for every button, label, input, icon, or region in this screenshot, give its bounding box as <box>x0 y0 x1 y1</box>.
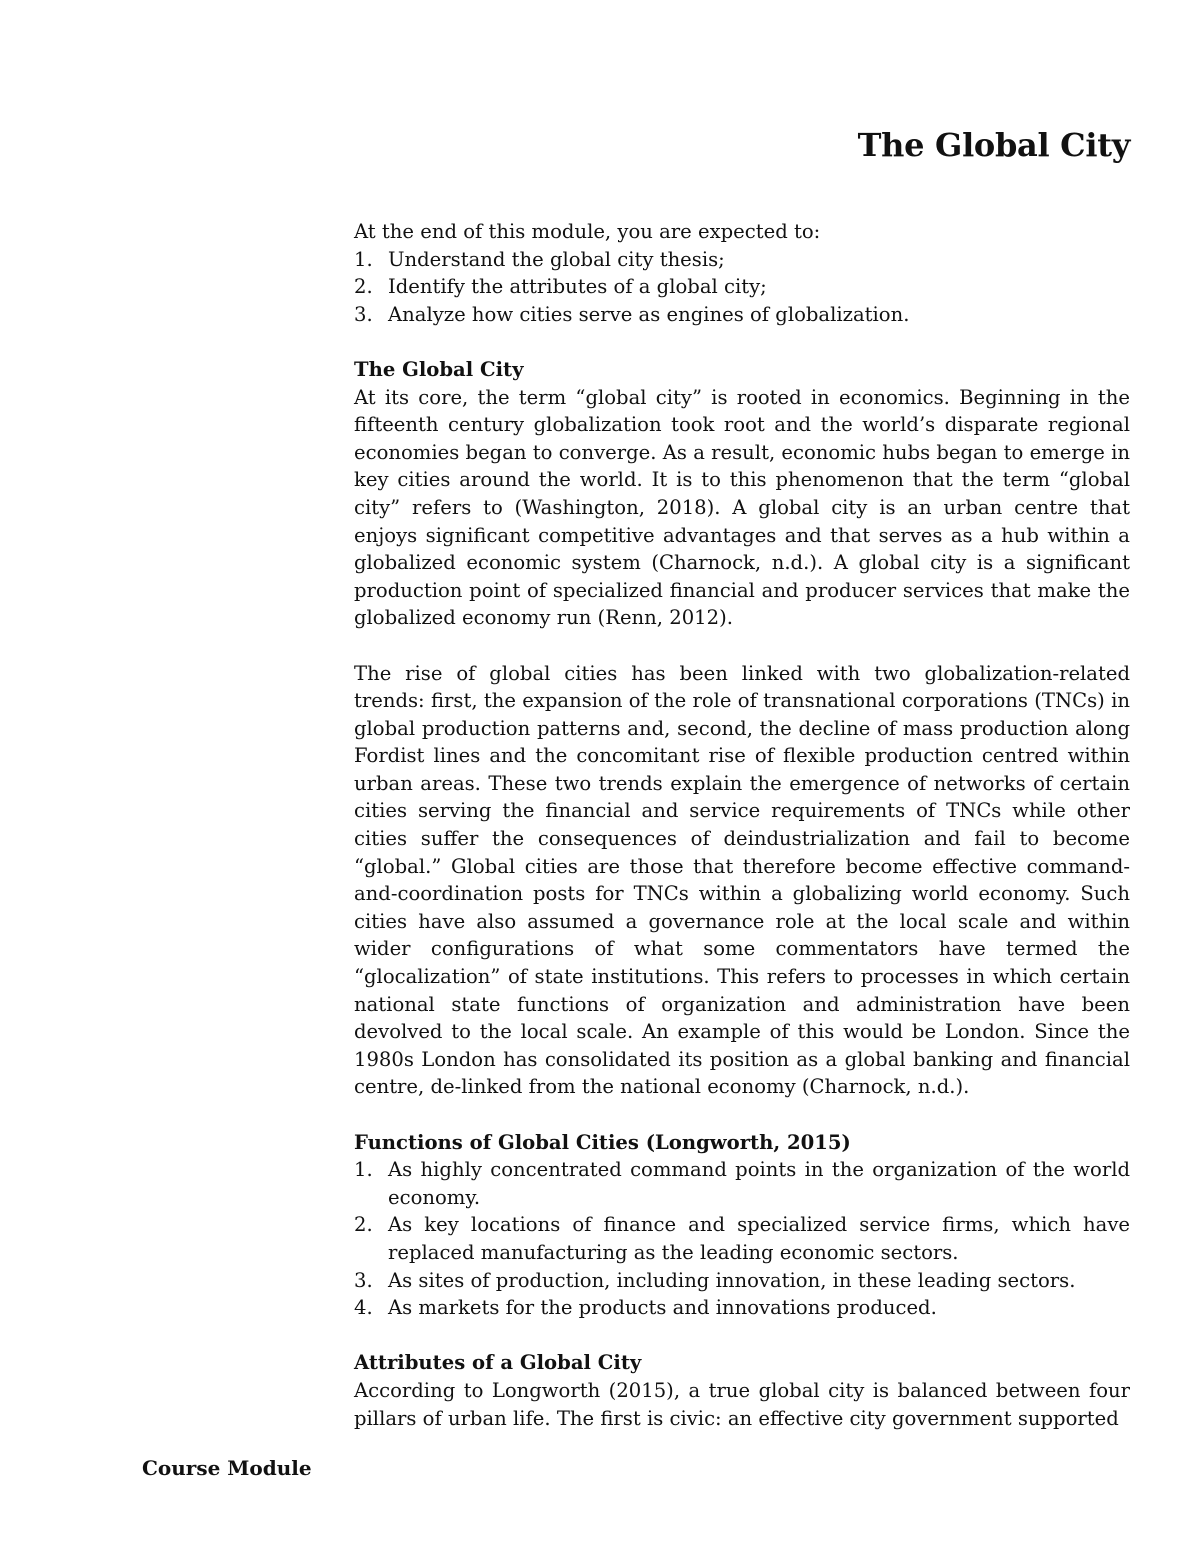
section-heading-attributes: Attributes of a Global City <box>354 1351 642 1375</box>
list-number: 2. <box>354 1213 373 1237</box>
list-item <box>354 301 1130 329</box>
list-item-text: Understand the global city thesis; <box>388 247 725 271</box>
spacer <box>354 632 1130 660</box>
spacer <box>354 1101 1130 1129</box>
functions-list <box>354 1156 1130 1322</box>
list-number: 3. <box>354 302 373 326</box>
paragraph: According to Longworth (2015), a true global city is balanced between four pillars of urban life. The first is civic: an effective city government supported <box>354 1378 1130 1430</box>
paragraph: At its core, the term “global city” is rooted in economics. Beginning in the fifteenth century globalization took root and the world’s disparate regional economies began to converge. As a result, economic hubs began to emerge in key cities around the world. It is to this phenomenon that the term “global city” refers to (Washington, 2018). A global city is an urban centre that enjoys significant competitive advantages and that serves as a hub within a globalized economic system (Charnock, n.d.). A global city is a significant production point of specialized financial and producer services that make the globalized economy run (Renn, 2012). <box>354 385 1130 630</box>
list-item-text: Analyze how cities serve as engines of globalization. <box>388 302 910 326</box>
list-item-text: Identify the attributes of a global city; <box>388 275 767 299</box>
list-item <box>354 246 1130 274</box>
document-body <box>354 218 1130 1432</box>
spacer <box>354 1322 1130 1350</box>
list-number: 2. <box>354 275 373 299</box>
list-number: 4. <box>354 1296 373 1320</box>
footer-course-module: Course Module <box>142 1456 312 1480</box>
list-item <box>354 1294 1130 1322</box>
list-item <box>354 1156 1130 1211</box>
list-item <box>354 1267 1130 1295</box>
paragraph: The rise of global cities has been linked with two globalization-related trends: first, the expansion of the role of transnational corporations (TNCs) in global production patterns and, second, the decline of mass production along Fordist lines and the concomitant rise of flexible production centred within urban areas. These two trends explain the emergence of networks of certain cities serving the financial and service requirements of TNCs while other cities suffer the consequences of deindustrialization and fail to become “global.” Global cities are those that therefore become effective command-and-coordination posts for TNCs within a globalizing world economy. Such cities have also assumed a governance role at the local scale and within wider configurations of what some commentators have termed the “glocalization” of state institutions. This refers to processes in which certain national state functions of organization and administration have been devolved to the local scale. An example of this would be London. Since the 1980s London has consolidated its position as a global banking and financial centre, de-linked from the national economy (Charnock, n.d.). <box>354 661 1130 1099</box>
list-item-text: As markets for the products and innovations produced. <box>388 1296 937 1320</box>
list-number: 1. <box>354 1158 373 1182</box>
list-item-text: As highly concentrated command points in the organization of the world economy. <box>388 1158 1130 1209</box>
list-item <box>354 273 1130 301</box>
list-number: 1. <box>354 247 373 271</box>
list-number: 3. <box>354 1268 373 1292</box>
list-item <box>354 1211 1130 1266</box>
page-title: The Global City <box>857 126 1130 164</box>
spacer <box>354 328 1130 356</box>
objectives-list <box>354 246 1130 329</box>
list-item-text: As sites of production, including innovation, in these leading sectors. <box>388 1268 1076 1292</box>
objectives-intro: At the end of this module, you are expected to: <box>354 220 821 243</box>
section-heading-global-city: The Global City <box>354 357 524 381</box>
section-heading-functions: Functions of Global Cities (Longworth, 2015) <box>354 1130 851 1154</box>
list-item-text: As key locations of finance and specialized service firms, which have replaced manufacturing as the leading economic sectors. <box>388 1213 1130 1264</box>
